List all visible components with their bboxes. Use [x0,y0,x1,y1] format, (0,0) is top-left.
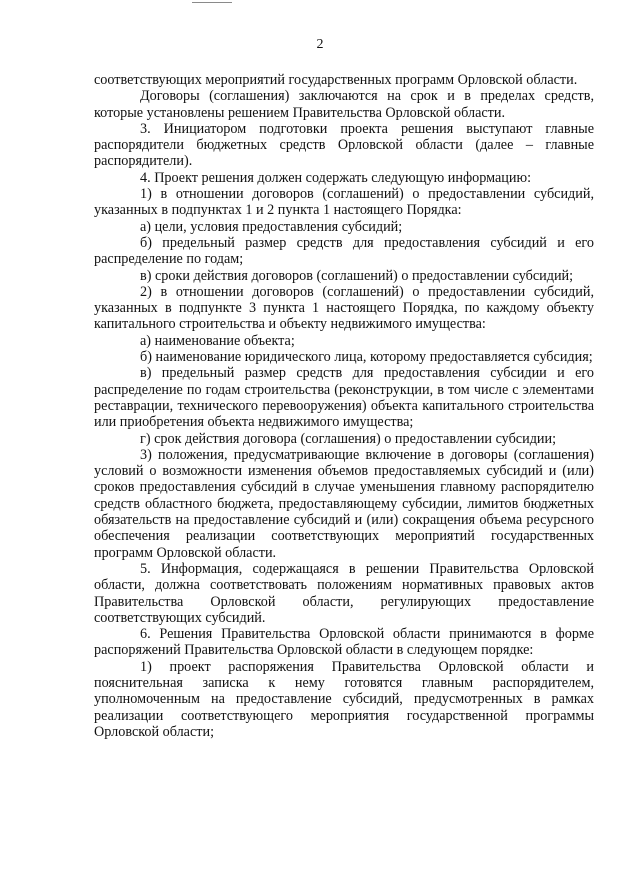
document-body [94,72,594,740]
paragraph-subitem-4-2-b: б) наименование юридического лица, которому предоставляется субсидия; [140,349,593,366]
paragraph-contracts-term: Договоры (соглашения) заключаются на срок и в пределах средств, которые установлены решением Правительства Орловской области. [94,88,594,121]
paragraph-subitem-4-1: 1) в отношении договоров (соглашений) о предоставлении субсидий, указанных в подпунктах 1 и 2 пункта 1 настоящего Порядка: [94,186,594,219]
page-number: 2 [316,37,324,52]
paragraph-subitem-4-2-v: в) предельный размер средств для предоставления субсидии и его распределение по годам строительства (реконструкции, в том числе с элементами реставрации, технического перевооружения) объекта капитального строительства или приобретения объекта недвижимого имущества; [94,365,594,431]
paragraph-subitem-4-1-a: а) цели, условия предоставления субсидий; [140,218,403,235]
paragraph-subitem-4-2-a: а) наименование объекта; [140,332,295,349]
paragraph-subitem-4-2: 2) в отношении договоров (соглашений) о предоставлении субсидий, указанных в подпункте 3 пункта 1 настоящего Порядка, по каждому объекту капитального строительства и объекту недвижимого имущества: [94,283,594,333]
paragraph-item-6: 6. Решения Правительства Орловской области принимаются в форме распоряжений Правительства Орловской области в следующем порядке: [94,626,594,659]
paragraph-item-3: 3. Инициатором подготовки проекта решения выступают главные распорядители бюджетных средств Орловской области (далее – главные распорядители). [94,120,594,170]
scan-mark [192,2,232,3]
paragraph-subitem-6-1: 1) проект распоряжения Правительства Орловской области и пояснительная записка к нему готовятся главным распорядителем, уполномоченным на предоставление субсидий, предусмотренных в рамках реализации соответствующего мероприятия государственной программы Орловской области; [94,658,594,740]
paragraph-subitem-4-3: 3) положения, предусматривающие включение в договоры (соглашения) условий о возможности изменения объемов предоставляемых субсидий и (или) сроков предоставления субсидий в случае уменьшения главному распорядителю средств областного бюджета, предоставляющему субсидии, лимитов бюджетных обязательств на предоставление субсидий и (или) сокращения объема ресурсного обеспечения реализации соответствующих мероприятий государственных программ Орловской области. [94,446,594,561]
paragraph-subitem-4-2-g: г) срок действия договора (соглашения) о предоставлении субсидии; [140,430,557,447]
paragraph-subitem-4-1-v: в) сроки действия договоров (соглашений) о предоставлении субсидий; [140,267,574,284]
paragraph-continuation: соответствующих мероприятий государственных программ Орловской области. [94,72,578,88]
paragraph-item-4: 4. Проект решения должен содержать следующую информацию: [140,169,532,186]
paragraph-item-5: 5. Информация, содержащаяся в решении Правительства Орловской области, должна соответствовать положениям нормативных правовых актов Правительства Орловской области, регулирующих предоставление соответствующих субсидий. [94,560,594,626]
paragraph-subitem-4-1-b: б) предельный размер средств для предоставления субсидий и его распределение по годам; [94,234,594,268]
